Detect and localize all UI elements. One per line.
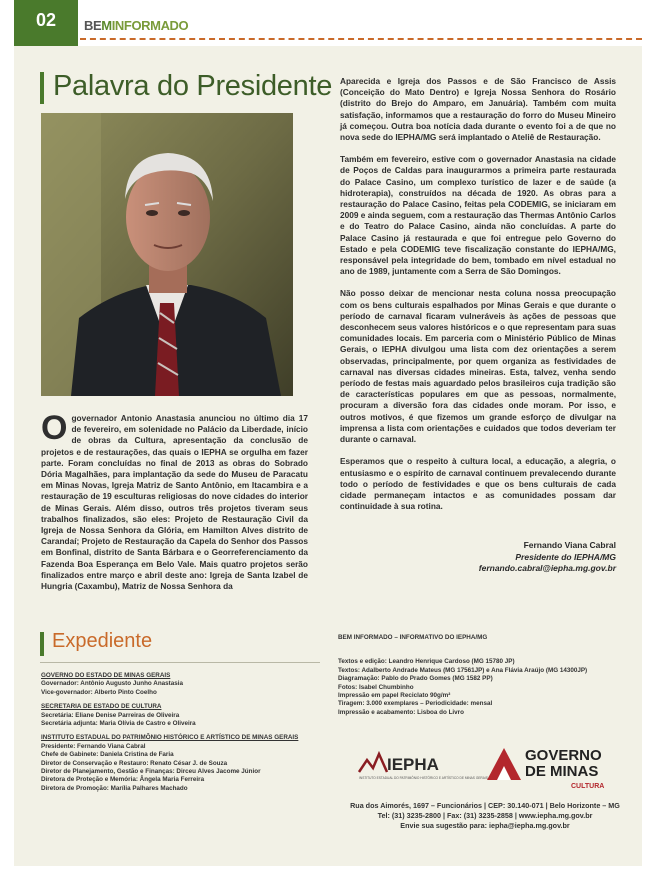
staff-line: Presidente: Fernando Viana Cabral: [41, 742, 146, 750]
expediente-divider: [40, 662, 320, 663]
article-right-column: [340, 76, 616, 523]
credit-line: Diagramação: Pablo do Prado Gomes (MG 1582 PP): [338, 675, 493, 683]
brand-be: BE: [84, 18, 102, 33]
staff-section-heading: INSTITUTO ESTADUAL DO PATRIMÔNIO HISTÓRICO E ARTÍSTICO DE MINAS GERAIS: [41, 734, 299, 742]
credit-line: Textos e edição: Leandro Henrique Cardoso (MG 15780 JP): [338, 658, 515, 666]
left-text: governador Antonio Anastasia anunciou no último dia 17 de fevereiro, em solenidade no Palácio da Liberdade, início de obras da Cultura, apresentação da conclusão de projetos e de restaurações, das quais o IEPHA se orgulha em fazer parte. Foram concluídas no final de 2013 as obras do Sobrado Dória Magalhães, para implantação da sede do Museu de Paracatu em Minas Novas, Igreja Matriz de Santo Antônio, em Itacambira e a restauração de 19 esculturas religiosas do nove cidades do interior de Minas Gerais. Além disso, outros três projetos tiveram seus trabalhos finalizados, são eles: Projeto de Restauração Civil da Igreja de Nossa Senhora da Glória, em Hamilton Alves distrito de Carandaí; Projeto de Restauração da Capela do Senhor dos Passos em Bonfinal, distrito de Santa Bárbara e o Georreferenciamento da Fazenda Boa Esperança em Belo Vale. Mais quatro projetos serão finalizados entre março e abril deste ano: Igreja de Santa Izabel de Hungria (Caxambu), Matriz de Nossa Senhora da: [41, 413, 308, 592]
iepha-logo-text: IEPHA: [387, 755, 439, 774]
expediente-staff-list: [41, 672, 326, 799]
staff-section: [41, 734, 326, 793]
gov-logo-line1: GOVERNO: [525, 747, 602, 764]
signature-role: Presidente do IEPHA/MG: [515, 551, 616, 562]
article-title: Palavra do Presidente: [53, 70, 333, 102]
staff-line: Secretária: Eliane Denise Parreiras de Oliveira: [41, 711, 180, 719]
signature-name: Fernando Viana Cabral: [523, 540, 616, 550]
article-intro-paragraph: [41, 409, 308, 592]
president-portrait: [41, 113, 293, 396]
staff-section: [41, 703, 326, 728]
title-accent-bar: [40, 72, 44, 104]
signature-email[interactable]: fernando.cabral@iepha.mg.gov.br: [478, 563, 616, 573]
credit-line: Tiragem: 3.000 exemplares – Periodicidade: mensal: [338, 700, 493, 708]
gov-logo-line2: DE MINAS: [525, 763, 599, 780]
staff-section: [41, 672, 326, 697]
article-paragraph: Esperamos que o respeito à cultura local, a educação, a alegria, o entusiasmo e o espírito de carnaval continuem prevalecendo durante todo o período de festividades e que os bens culturais de cada cidade permaneçam intactos e as comunidades possam dar continuidade à sua rotina.: [340, 456, 616, 512]
credit-line: Fotos: Isabel Chumbinho: [338, 683, 414, 691]
staff-section-heading: GOVERNO DO ESTADO DE MINAS GERAIS: [41, 672, 171, 679]
contact-email[interactable]: Envie sua sugestão para: iepha@iepha.mg.gov.br: [400, 821, 570, 830]
article-paragraph: Aparecida e Igreja dos Passos e de São Francisco de Assis (Conceição do Mato Dentro) e Igreja Nossa Senhora do Rosário (distrito do Brejo do Amparo, em Januária). Também com muita satisfação, informamos que a restauração do forro do Museu Mineiro já começou. Outra boa notícia dada durante o evento foi a de que no nova sede do IEPHA/MG será implantado o Ateliê de Restauração.: [340, 76, 616, 143]
credit-line: Impressão e acabamento: Lisboa do Livro: [338, 708, 464, 716]
page-number: 02: [36, 10, 57, 30]
newsletter-heading: BEM INFORMADO – INFORMATIVO DO IEPHA/MG: [338, 634, 488, 641]
contact-phone[interactable]: Tel: (31) 3235-2800 | Fax: (31) 3235-2858 | www.iepha.mg.gov.br: [377, 811, 593, 820]
header-divider: [80, 38, 642, 40]
article-paragraph: Não posso deixar de mencionar nesta coluna nossa preocupação com os bens culturais espalhados por Minas Gerais e que durante o período de carnaval ficaram vulneráveis às ações de pessoas que desconhecem seus valores históricos e o que representam para suas comunidades locais. Em parceria com o Ministério Público de Minas Gerais, o IEPHA divulgou uma lista com dez orientações a serem observadas, principalmente, por quem organiza as festividades de carnaval nas diversas cidades mineiras. Esta, talvez, venha sendo período de festas mais aguardado pelos brasileiros cuja tradição são de características populares em que as pessoas, normalmente, procuram a diversão fora das cidades onde moram. Por isso, e outros motivos, é que fizemos um grande esforço de divulgar na imprensa a lista com orientações e cuidados que todos deveriam ter durante o carnaval.: [340, 288, 616, 445]
staff-line: Diretor de Planejamento, Gestão e Finanças: Dirceu Alves Jacome Júnior: [41, 768, 261, 776]
contact-address: Rua dos Aimorés, 1697 – Funcionários | CEP: 30.140-071 | Belo Horizonte – MG: [350, 801, 620, 810]
staff-line: Diretora de Promoção: Marília Palhares Machado: [41, 784, 188, 792]
signature-block: [420, 540, 616, 575]
article-left-column: [41, 409, 308, 592]
brand-rest: INFORMADO: [111, 18, 189, 33]
credit-line: Impressão em papel Reciclato 90g/m²: [338, 692, 451, 700]
newsletter-credits: [338, 634, 628, 717]
contact-info: [340, 801, 630, 831]
gov-logo-sub: CULTURA: [571, 783, 605, 790]
expediente-title: Expediente: [52, 630, 153, 652]
drop-cap: O: [41, 409, 68, 447]
staff-line: Secretária adjunta: Maria Olívia de Castro e Oliveira: [41, 720, 196, 728]
page-number-box: [14, 0, 78, 46]
governo-minas-logo: [485, 742, 613, 790]
credit-line: Textos: Adalberto Andrade Mateus (MG 17561JP) e Ana Flávia Araújo (MG 14300JP): [338, 666, 588, 674]
expediente-accent-bar: [40, 632, 44, 656]
staff-line: Diretor de Conservação e Restauro: Renato César J. de Souza: [41, 759, 228, 767]
iepha-logo-subtext: INSTITUTO ESTADUAL DO PATRIMÔNIO HISTÓRICO E ARTÍSTICO DE MINAS GERAIS: [359, 776, 488, 780]
article-paragraph: Também em fevereiro, estive com o governador Anastasia na cidade de Poços de Caldas para inaugurarmos a primeira parte restaurada do Palace Casino, um complexo turístico de lazer e de saúde (a hidroterapia), construídos na década de 1920. As obras para a restauração do Palace Casino, feitas pela CODEMIG, se iniciaram em 2009 e ainda seguem, com a restauração das Thermas Antônio Carlos e do Teatro do Palace Casino, ainda não concluídas. A parte do Palace Casino já restaurada e que foi entregue pelo Governo do Estado e pela CODEMIG teve fiscalização constante do IEPHA/MG, responsável pela integridade do bem, tombado em nível estadual no ano de 1989, juntamente com a Serra de São Domingos.: [340, 154, 616, 277]
staff-line: Governador: Antônio Augusto Junho Anastasia: [41, 680, 184, 688]
iepha-logo: [357, 746, 488, 786]
brand-logo: [84, 18, 188, 33]
staff-line: Chefe de Gabinete: Daniela Cristina de Faria: [41, 751, 174, 759]
staff-section-heading: SECRETARIA DE ESTADO DE CULTURA: [41, 703, 162, 711]
staff-line: Vice-governador: Alberto Pinto Coelho: [41, 688, 157, 696]
staff-line: Diretora de Proteção e Memória: Ângela Maria Ferreira: [41, 776, 205, 784]
brand-m: M: [101, 18, 112, 33]
